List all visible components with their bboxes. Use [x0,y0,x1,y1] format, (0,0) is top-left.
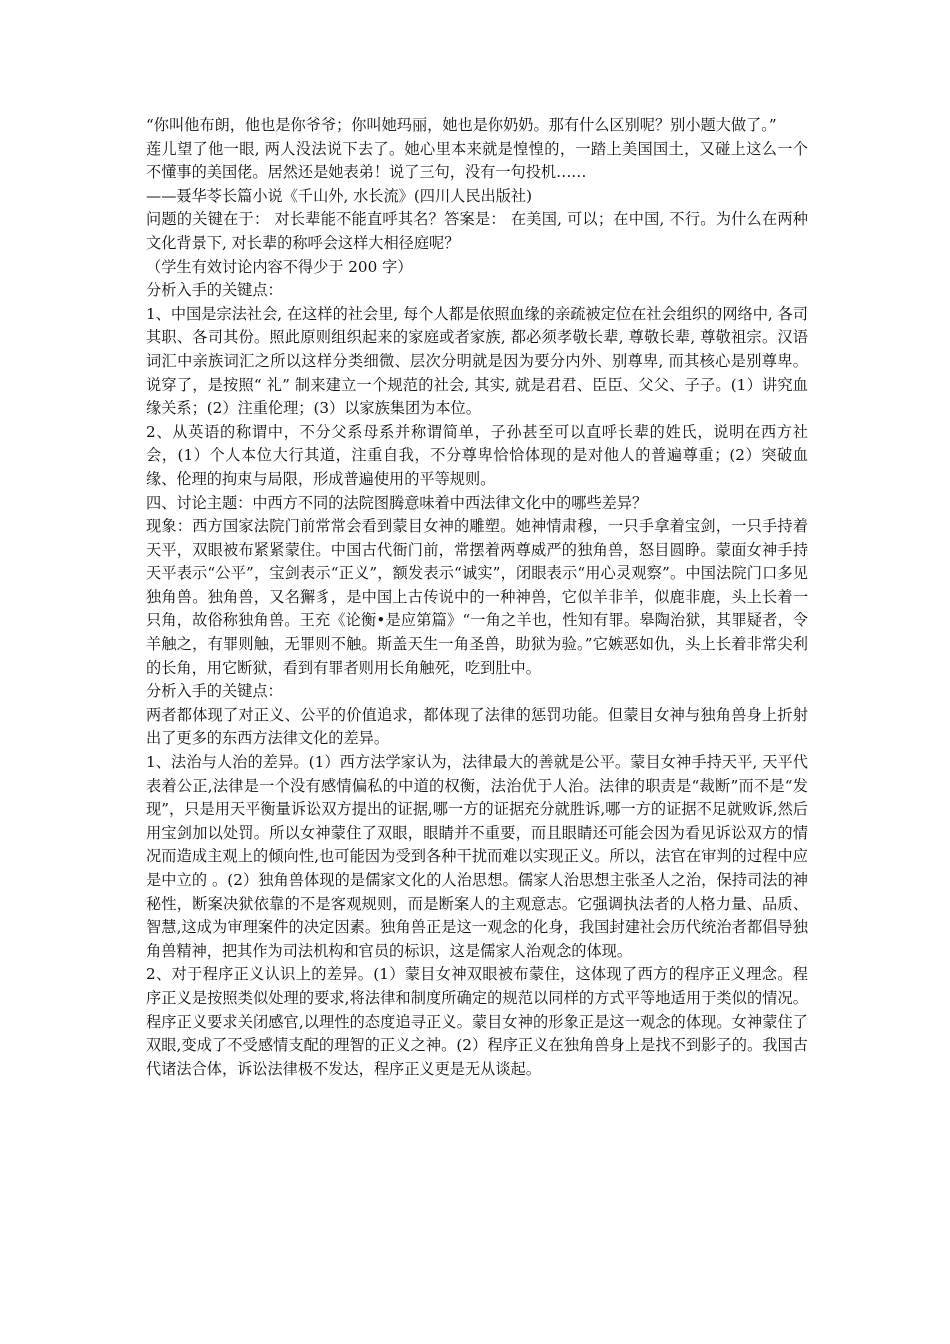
dialogue-quote: “你叫他布朗，他也是你爷爷；你叫她玛丽，她也是你奶奶。那有什么区别呢？别小题大做了。” [146,116,777,134]
analysis-point-2: 2、从英语的称谓中，不分父系母系并称谓简单，子孙甚至可以直呼长辈的姓氏，说明在西方社会，(1）个人本位大行其道，注重自我，不分尊卑恰恰体现的是对他人的普遍尊重；(2）突破血缘、伦理的拘束与局限，形成普遍使用的平等规则。 [146,422,808,488]
analysis-point-1: 1、中国是宗法社会, 在这样的社会里, 每个人都是依照血缘的亲疏被定位在社会组织的网络中, 各司其职、各司其份。照此原则组织起来的家庭或者家族, 都必须孝敬长辈, 尊敬长辈, 尊敬祖宗。汉语词汇中亲族词汇之所以这样分类细微、层次分明就是因为要分内外、别尊卑, 而其核心是别尊卑。说穿了，是按照“ 礼” 制来建立一个规范的社会, 其实, 就是君君、臣臣、父父、子子。(1）讲究血缘关系；(2）注重伦理；(3）以家族集团为本位。 [146,304,808,418]
difference-point-1: 1、法治与人治的差异。(1）西方法学家认为，法律最大的善就是公平。蒙目女神手持天平, 天平代表着公正,法律是一个没有感情偏私的中道的权衡，法治优于人治。法律的职责是“裁断”而不是“发现”，只是用天平衡量诉讼双方提出的证据,哪一方的证据充分就胜诉,哪一方的证据不足就败诉,然后用宝剑加以处罚。所以女神蒙住了双眼，眼睛并不重要，而且眼睛还可能会因为看见诉讼双方的情况而造成主观上的倾向性,也可能因为受到各种干扰而难以实现正义。所以，法官在审判的过程中应是中立的 。(2）独角兽体现的是儒家文化的人治思想。儒家人治思想主张圣人之治，保持司法的神秘性，断案决狱依靠的不是客观规则，而是断案人的主观意志。它强调执法者的人格力量、品质、智慧,这成为审理案件的决定因素。独角兽正是这一观念的化身，我国封建社会历代统治者都倡导独角兽精神，把其作为司法机构和官员的标识，这是儒家人治观念的体现。 [146,753,808,960]
source-citation: ——聂华苓长篇小说《千山外, 水长流》(四川人民出版社) [146,186,533,205]
difference-point-2: 2、对于程序正义认识上的差异。(1）蒙目女神双眼被布蒙住，这体现了西方的程序正义理念。程序正义是按照类似处理的要求,将法律和制度所确定的规范以同样的方式平等地适用于类似的情况。程序正义要求关闭感官,以理性的态度追寻正义。蒙目女神的形象正是这一观念的体现。女神蒙住了双眼,变成了不受感情支配的理智的正义之神。(2）程序正义在独角兽身上是找不到影子的。我国古代诸法合体，诉讼法律极不发达，程序正义更是无从谈起。 [146,965,808,1078]
summary-paragraph: 两者都体现了对正义、公平的价值追求，都体现了法律的惩罚功能。但蒙目女神与独角兽身上折射出了更多的东西方法律文化的差异。 [146,705,808,748]
analysis-heading: 分析入手的关键点： [146,281,283,300]
key-question: 问题的关键在于： 对长辈能不能直呼其名？答案是： 在美国, 可以；在中国, 不行。为什么在两种文化背景下, 对长辈的称呼会这样大相径庭呢？ [146,210,808,252]
phenomenon-paragraph: 现象：西方国家法院门前常常会看到蒙目女神的雕塑。她神情肃穆，一只手拿着宝剑，一只手持着天平，双眼被布紧紧蒙住。中国古代衙门前，常摆着两尊威严的独角兽，怒目圆睁。蒙面女神手持天平表示“公平”，宝剑表示“正义”，额发表示“诚实”，闭眼表示“用心灵观察”。中国法院门口多见独角兽。独角兽，又名獬豸，是中国上古传说中的一种神兽，它似羊非羊，似鹿非鹿，头上长着一只角，故俗称独角兽。王充《论衡•是应第篇》“一角之羊也，性知有罪。皋陶治狱，其罪疑者，令羊触之，有罪则触，无罪则不触。斯盖天生一角圣兽，助狱为验。”它嫉恶如仇，头上长着非常尖利的长角，用它断狱，看到有罪者则用长角触死，吃到肚中。 [146,517,808,677]
analysis-heading-2: 分析入手的关键点： [146,682,283,701]
narrative-paragraph: 莲儿望了他一眼, 两人没法说下去了。她心里本来就是惶惶的，一踏上美国国土，又碰上这么一个不懂事的美国佬。居然还是她表弟！说了三句，没有一句投机…… [146,139,808,182]
discussion-requirement: （学生有效讨论内容不得少于 200 字） [146,257,413,276]
discussion-topic-4: 四、讨论主题：中西方不同的法院图腾意味着中西法律文化中的哪些差异？ [146,493,648,512]
document-body [146,114,808,1081]
